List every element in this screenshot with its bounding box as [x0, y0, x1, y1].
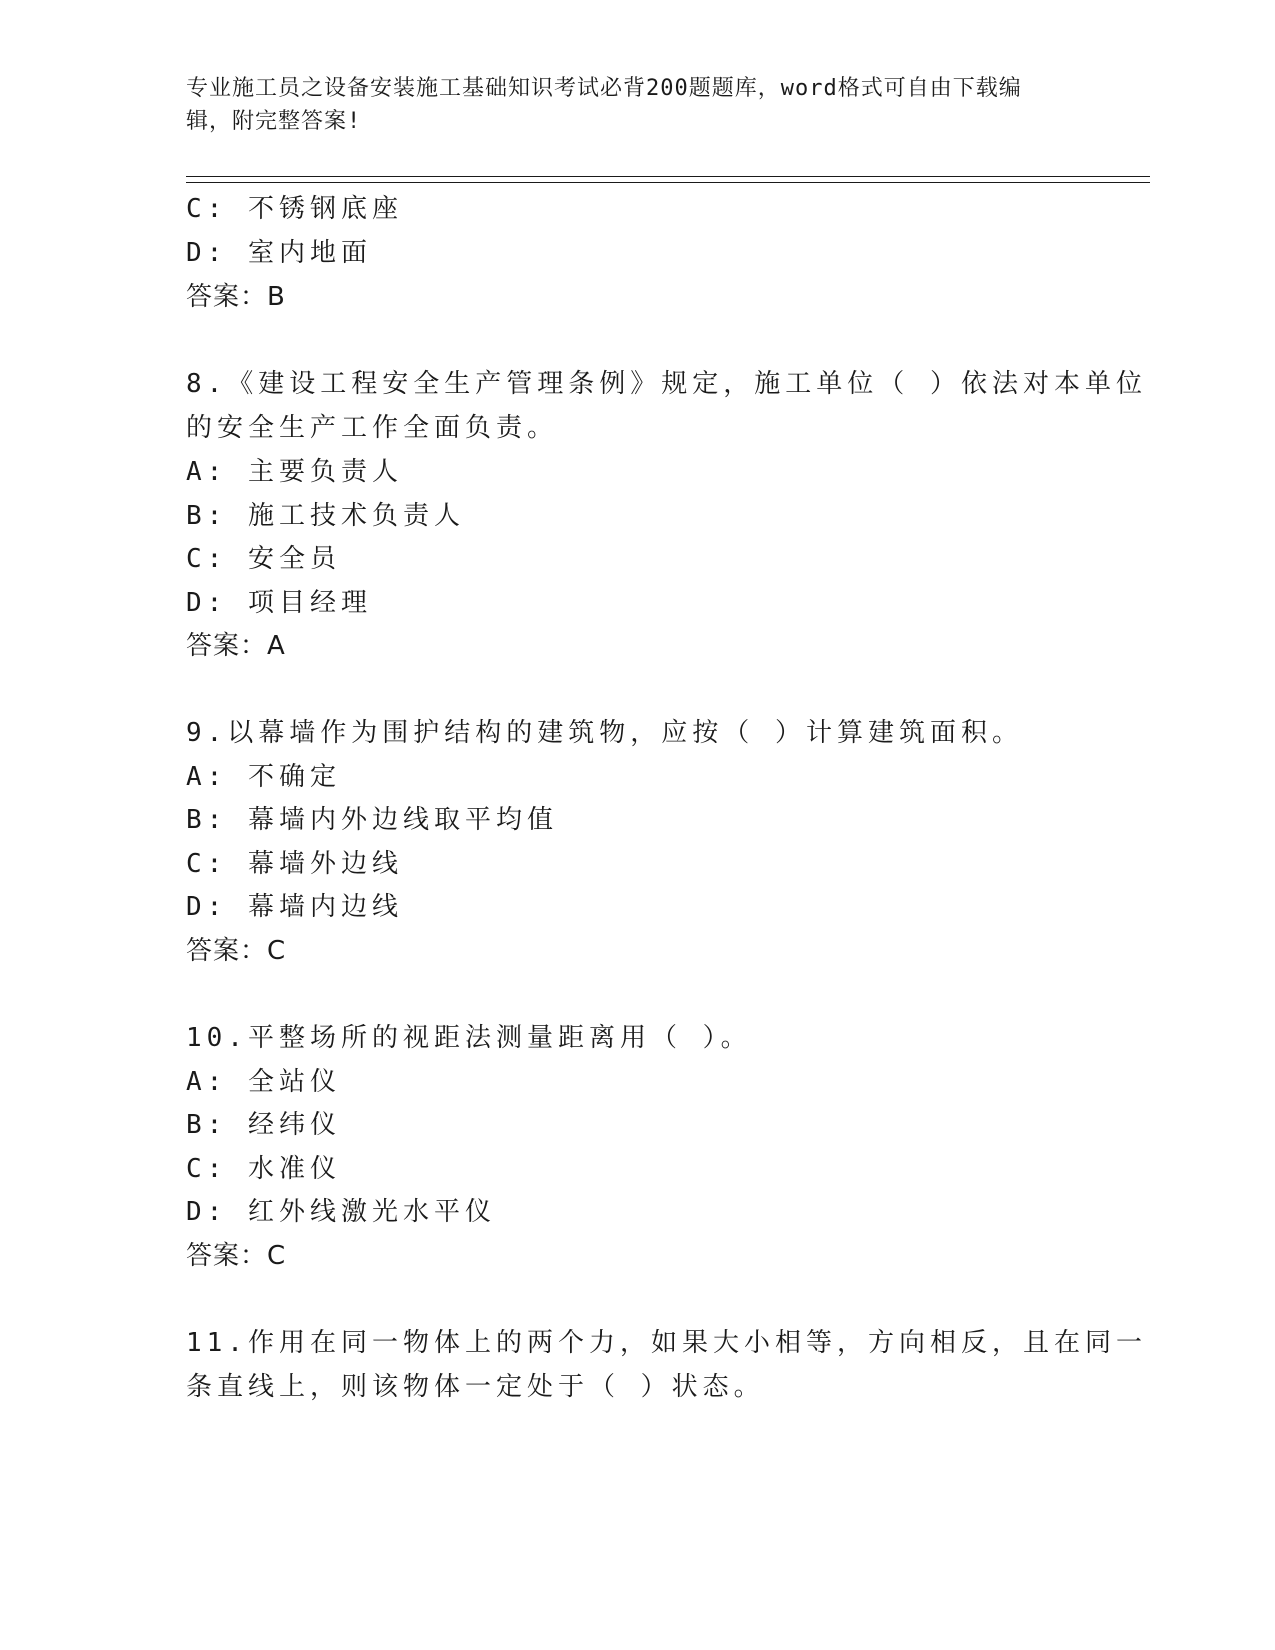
- q8-option-a: A: 主要负责人: [186, 457, 403, 487]
- q8-option-d: D: 项目经理: [186, 588, 372, 618]
- q7-option-d: D: 室内地面: [186, 238, 372, 268]
- q9-option-a: A: 不确定: [186, 762, 341, 792]
- q7-option-c: C: 不锈钢底座: [186, 194, 403, 224]
- q10-option-b: B: 经纬仪: [186, 1110, 341, 1140]
- q10-option-a: A: 全站仪: [186, 1067, 341, 1097]
- header-divider-bottom: [186, 182, 1150, 183]
- q11-stem-line1: 11.作用在同一物体上的两个力，如果大小相等，方向相反，且在同一: [186, 1328, 1147, 1358]
- q10-answer: 答案：C: [186, 1241, 287, 1271]
- q9-option-d: D: 幕墙内边线: [186, 892, 403, 922]
- q10-option-c: C: 水准仪: [186, 1154, 341, 1184]
- header-divider-top: [186, 176, 1150, 177]
- q10-option-d: D: 红外线激光水平仪: [186, 1197, 496, 1227]
- document-header: 专业施工员之设备安装施工基础知识考试必背200题题库，word格式可自由下载编辑，附完整答案!: [186, 76, 1022, 134]
- q7-answer: 答案：B: [186, 282, 286, 312]
- q8-stem-line1: 8.《建设工程安全生产管理条例》规定，施工单位（ ）依法对本单位: [186, 369, 1147, 399]
- q9-answer: 答案：C: [186, 936, 287, 966]
- q9-option-b: B: 幕墙内外边线取平均值: [186, 805, 558, 835]
- q9-stem-line1: 9.以幕墙作为围护结构的建筑物，应按（ ）计算建筑面积。: [186, 718, 1023, 748]
- q8-option-c: C: 安全员: [186, 544, 341, 574]
- q8-option-b: B: 施工技术负责人: [186, 501, 465, 531]
- q10-stem-line1: 10.平整场所的视距法测量距离用（ ）。: [186, 1023, 752, 1053]
- q8-stem-line2: 的安全生产工作全面负责。: [186, 413, 559, 443]
- q9-option-c: C: 幕墙外边线: [186, 849, 403, 879]
- q8-answer: 答案：A: [186, 631, 286, 661]
- q11-stem-line2: 条直线上，则该物体一定处于（ ）状态。: [186, 1372, 765, 1402]
